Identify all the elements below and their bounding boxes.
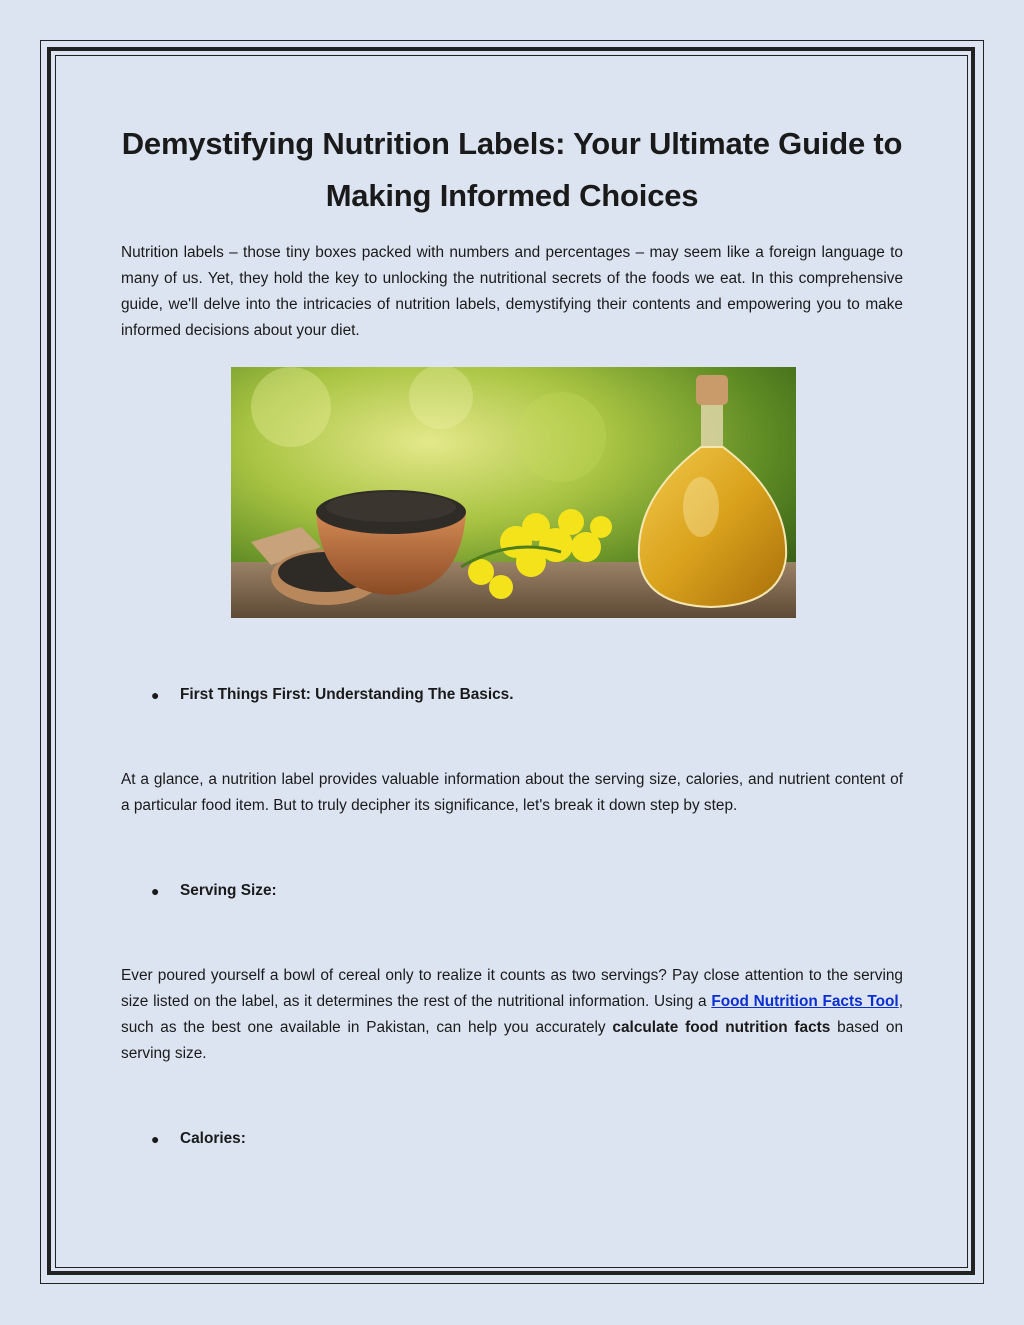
section-heading-serving-size [151, 878, 903, 904]
section-heading-label: First Things First: Understanding The Basics. [180, 686, 514, 703]
bullet-icon: ● [151, 687, 160, 703]
mustard-oil-illustration [231, 367, 796, 618]
bullet-icon: ● [151, 883, 160, 899]
food-nutrition-facts-tool-link[interactable]: Food Nutrition Facts Tool [711, 993, 899, 1010]
serving-size-paragraph [121, 963, 903, 1067]
intro-paragraph: Nutrition labels – those tiny boxes packed with numbers and percentages – may seem like a foreign language to many of us. Yet, they hold the key to unlocking the nutritional secrets of the foods we eat. In this comprehensive guide, we'll delve into the intricacies of nutrition labels, demystifying their contents and empowering you to make informed decisions about your diet. [121, 244, 903, 339]
mustard-oil-photo [231, 367, 796, 618]
bullet-icon: ● [151, 1131, 160, 1147]
basics-paragraph: At a glance, a nutrition label provides valuable information about the serving size, calories, and nutrient content of a particular food item. But to truly decipher its significance, let's break it down step by step. [121, 771, 903, 814]
serving-size-text-3: based on serving size. [121, 1019, 904, 1062]
serving-size-text-2: , such as the best one available in Pakistan, can help you accurately [121, 993, 903, 1036]
section-heading-calories [151, 1126, 903, 1152]
section-heading-basics [151, 682, 903, 708]
document-title: Demystifying Nutrition Labels: Your Ultimate Guide to Making Informed Choices [121, 126, 903, 213]
serving-size-text-1: Ever poured yourself a bowl of cereal only to realize it counts as two servings? Pay close attention to the serving size listed on the label, as it determines the rest of the nutritional information. Using a [121, 967, 903, 1010]
section-heading-label: Serving Size: [180, 882, 277, 899]
document-content [121, 118, 903, 1152]
serving-size-bold-text: calculate food nutrition facts [612, 1019, 831, 1036]
section-heading-label: Calories: [180, 1130, 246, 1147]
